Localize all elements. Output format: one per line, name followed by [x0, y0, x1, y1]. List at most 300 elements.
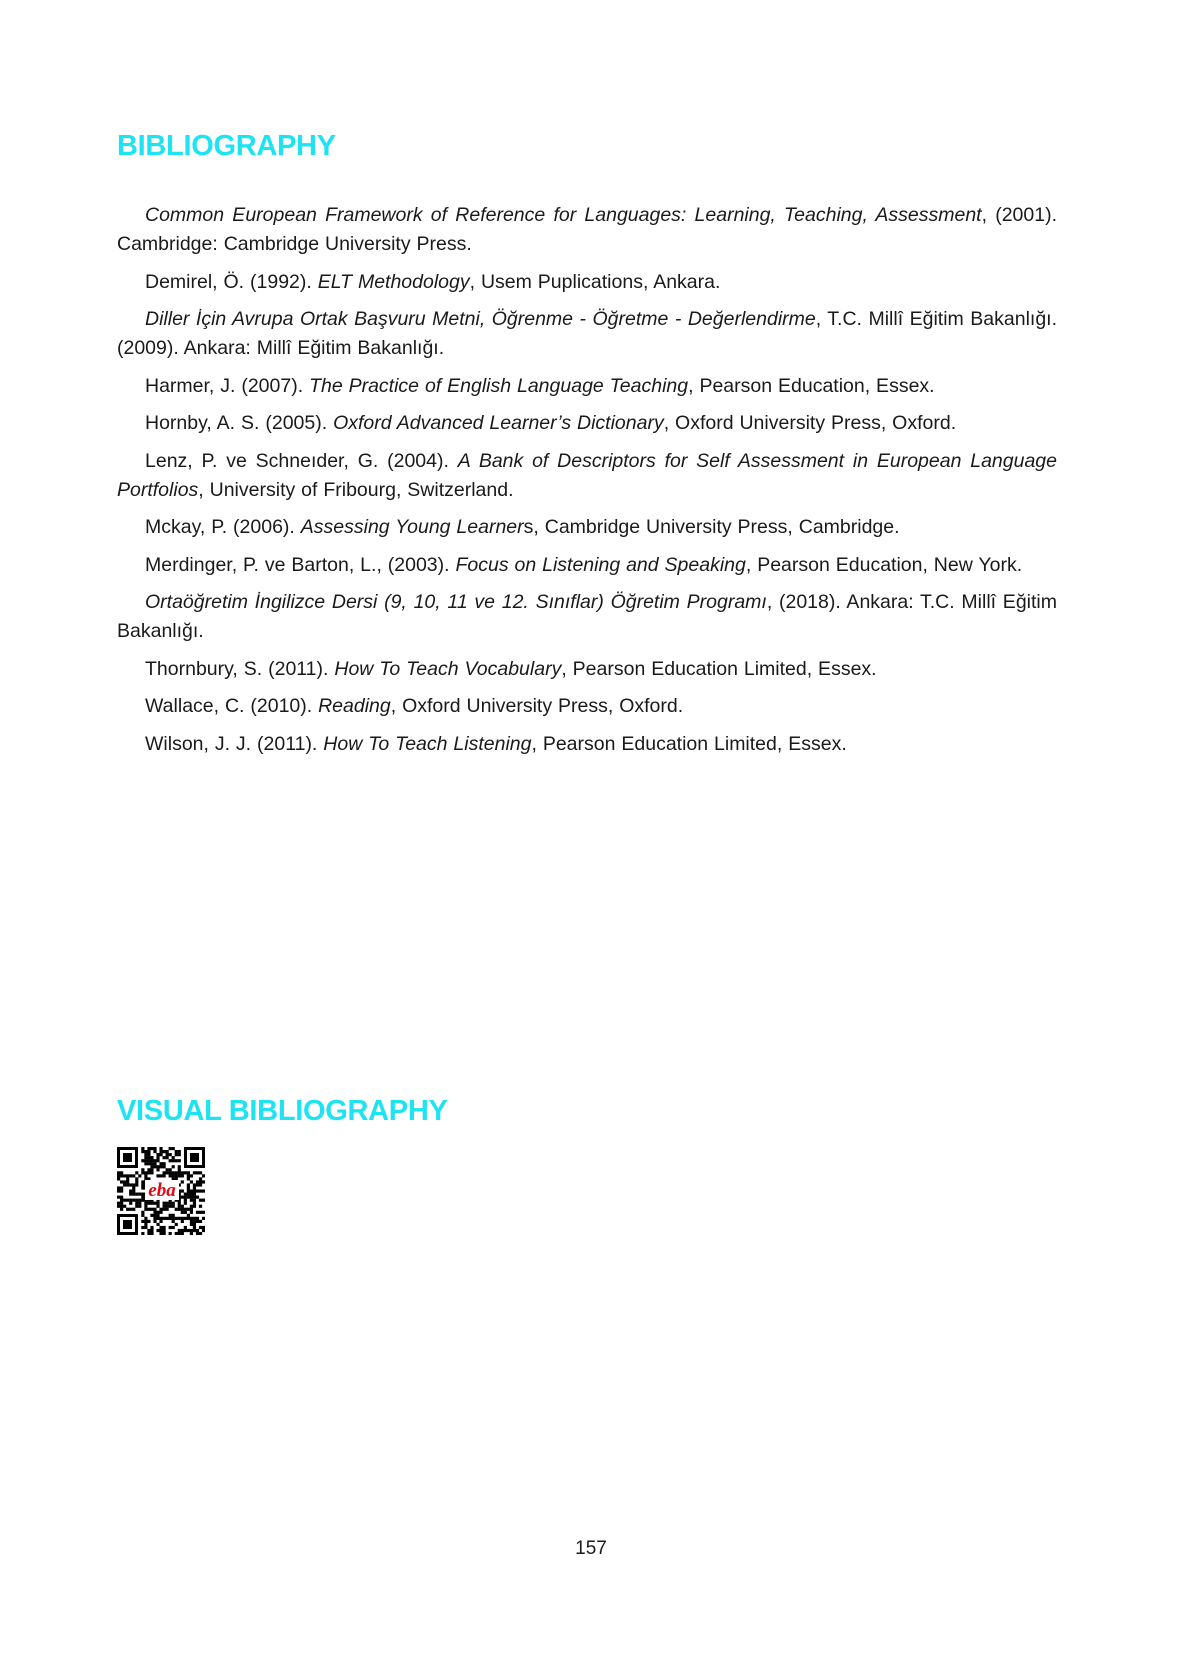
qr-module [187, 1183, 190, 1186]
qr-module [187, 1229, 190, 1232]
qr-module [129, 1174, 132, 1177]
qr-module [159, 1217, 162, 1220]
qr-module [120, 1186, 123, 1189]
qr-module [199, 1211, 202, 1214]
qr-module [153, 1202, 156, 1205]
qr-module [190, 1199, 193, 1202]
qr-module [169, 1217, 172, 1220]
qr-module [202, 1217, 205, 1220]
qr-module [156, 1153, 159, 1156]
qr-module [187, 1171, 190, 1174]
entry-publication: , (2001). Cambridge: Cambridge University Press. [117, 204, 1058, 255]
qr-module [193, 1223, 196, 1226]
qr-module [202, 1189, 205, 1192]
qr-module [117, 1189, 120, 1192]
qr-module [169, 1171, 172, 1174]
qr-module [163, 1174, 166, 1177]
qr-module [199, 1226, 202, 1229]
qr-module [187, 1174, 190, 1177]
qr-module [163, 1202, 166, 1205]
qr-module [132, 1186, 135, 1189]
qr-module [184, 1226, 187, 1229]
qr-module [150, 1162, 153, 1165]
entry-title: Diller İçin Avrupa Ortak Başvuru Metni, Öğrenme - Öğretme - Değerlendirme [145, 308, 816, 330]
qr-module [184, 1229, 187, 1232]
qr-module [196, 1183, 199, 1186]
qr-module [169, 1174, 172, 1177]
qr-module [169, 1168, 172, 1171]
qr-module [135, 1171, 138, 1174]
qr-module [196, 1189, 199, 1192]
qr-module [196, 1171, 199, 1174]
qr-module [178, 1202, 181, 1205]
bibliography-entry [117, 692, 1057, 721]
qr-module [120, 1196, 123, 1199]
qr-module [166, 1202, 169, 1205]
qr-module [193, 1226, 196, 1229]
qr-module [193, 1196, 196, 1199]
qr-module [187, 1189, 190, 1192]
qr-module [126, 1199, 129, 1202]
qr-module [178, 1153, 181, 1156]
qr-module [187, 1196, 190, 1199]
qr-module [187, 1177, 190, 1180]
qr-module [153, 1220, 156, 1223]
qr-module [193, 1229, 196, 1232]
bibliography-list [117, 201, 1057, 767]
qr-module [166, 1217, 169, 1220]
qr-module [163, 1205, 166, 1208]
eba-logo: eba [148, 1180, 176, 1201]
bibliography-entry [117, 655, 1057, 684]
qr-module [202, 1211, 205, 1214]
entry-title: ELT Methodology [317, 270, 470, 293]
entry-author: Demirel, Ö. (1992). [145, 270, 318, 293]
qr-module [147, 1171, 150, 1174]
qr-module [175, 1208, 178, 1211]
entry-title: Ortaöğretim İngilizce Dersi (9, 10, 11 ve 12. Sınıflar) Öğretim Programı [145, 591, 767, 613]
qr-module [132, 1199, 135, 1202]
qr-module [126, 1208, 129, 1211]
qr-module [190, 1208, 193, 1211]
qr-module [166, 1205, 169, 1208]
qr-module [175, 1171, 178, 1174]
entry-author: Mckay, P. (2006). [145, 516, 301, 538]
qr-module [147, 1153, 150, 1156]
entry-publication: , Oxford University Press, Oxford. [663, 412, 957, 434]
qr-module [141, 1214, 144, 1217]
qr-module [187, 1186, 190, 1189]
qr-module [181, 1205, 184, 1208]
qr-module [150, 1159, 153, 1162]
entry-title: Assessing Young Learner [300, 516, 524, 538]
qr-module [178, 1217, 181, 1220]
qr-module [181, 1217, 184, 1220]
qr-module [156, 1174, 159, 1177]
qr-module [178, 1229, 181, 1232]
qr-module [181, 1196, 184, 1199]
qr-module [129, 1183, 132, 1186]
qr-module [166, 1168, 169, 1171]
qr-module [144, 1226, 147, 1229]
qr-finder-top-right [184, 1147, 205, 1168]
qr-module [193, 1220, 196, 1223]
entry-title: A Bank of Descriptors for Self Assessment in European Language Portfolios [117, 449, 1057, 501]
qr-module [163, 1208, 166, 1211]
qr-module [193, 1193, 196, 1196]
qr-module [135, 1180, 138, 1183]
qr-module [190, 1174, 193, 1177]
qr-module [147, 1232, 150, 1235]
qr-module [150, 1147, 153, 1150]
qr-module [196, 1232, 199, 1235]
qr-module [147, 1156, 150, 1159]
qr-module [178, 1232, 181, 1235]
qr-module [172, 1217, 175, 1220]
qr-module [120, 1199, 123, 1202]
qr-module [150, 1214, 153, 1217]
qr-module [150, 1202, 153, 1205]
qr-module [120, 1202, 123, 1205]
qr-module [196, 1229, 199, 1232]
qr-module [196, 1220, 199, 1223]
page-number: 157 [575, 1538, 607, 1559]
entry-publication: , Pearson Education, Essex. [688, 374, 935, 397]
qr-module [181, 1174, 184, 1177]
qr-module [141, 1232, 144, 1235]
qr-module [117, 1205, 120, 1208]
qr-module [141, 1211, 144, 1214]
qr-module [196, 1196, 199, 1199]
qr-module [187, 1193, 190, 1196]
qr-module [159, 1147, 162, 1150]
qr-module [184, 1199, 187, 1202]
qr-module [144, 1223, 147, 1226]
qr-module [184, 1208, 187, 1211]
qr-module [172, 1147, 175, 1150]
entry-author: Lenz, P. ve Schneıder, G. (2004). [145, 449, 458, 472]
qr-module [175, 1232, 178, 1235]
bibliography-entry [117, 447, 1057, 505]
entry-publication: , (2018). Ankara: T.C. Millî Eğitim Bakanlığı. [117, 591, 1057, 642]
qr-module [129, 1189, 132, 1192]
qr-module [153, 1211, 156, 1214]
qr-module [159, 1208, 162, 1211]
qr-module [144, 1208, 147, 1211]
qr-module [156, 1214, 159, 1217]
qr-module [159, 1150, 162, 1153]
entry-publication: s, Cambridge University Press, Cambridge. [523, 516, 900, 538]
qr-module [163, 1156, 166, 1159]
qr-module [144, 1156, 147, 1159]
entry-publication: , Usem Puplications, Ankara. [469, 270, 721, 293]
qr-module [120, 1171, 123, 1174]
qr-module [190, 1217, 193, 1220]
qr-module [193, 1186, 196, 1189]
qr-module [156, 1229, 159, 1232]
qr-module [199, 1183, 202, 1186]
qr-module [169, 1232, 172, 1235]
qr-module [153, 1147, 156, 1150]
qr-module [193, 1205, 196, 1208]
qr-module [166, 1208, 169, 1211]
qr-module [190, 1232, 193, 1235]
qr-module [193, 1217, 196, 1220]
qr-module [120, 1205, 123, 1208]
qr-module [178, 1205, 181, 1208]
qr-module [147, 1202, 150, 1205]
bibliography-entry [117, 588, 1057, 646]
qr-module [147, 1220, 150, 1223]
qr-module [181, 1180, 184, 1183]
qr-module [141, 1168, 144, 1171]
qr-module [202, 1174, 205, 1177]
qr-module [169, 1226, 172, 1229]
qr-module [175, 1217, 178, 1220]
qr-module [135, 1193, 138, 1196]
qr-module [169, 1214, 172, 1217]
qr-module [156, 1168, 159, 1171]
qr-module [166, 1150, 169, 1153]
qr-module [169, 1159, 172, 1162]
qr-module [141, 1183, 144, 1186]
qr-module [166, 1153, 169, 1156]
qr-module [172, 1202, 175, 1205]
qr-module [144, 1171, 147, 1174]
qr-module [190, 1193, 193, 1196]
qr-module [120, 1189, 123, 1192]
qr-module [163, 1165, 166, 1168]
qr-module [159, 1162, 162, 1165]
qr-module [153, 1159, 156, 1162]
qr-module [184, 1193, 187, 1196]
entry-publication: , Pearson Education, New York. [745, 553, 1023, 576]
qr-module [163, 1171, 166, 1174]
qr-module [141, 1150, 144, 1153]
bibliography-entry [117, 730, 1057, 759]
qr-module [190, 1223, 193, 1226]
qr-module [141, 1159, 144, 1162]
qr-module [193, 1189, 196, 1192]
qr-module [147, 1208, 150, 1211]
qr-module [190, 1229, 193, 1232]
qr-module [199, 1189, 202, 1192]
qr-module [120, 1180, 123, 1183]
qr-module [144, 1162, 147, 1165]
qr-module [141, 1147, 144, 1150]
qr-module [126, 1180, 129, 1183]
qr-module [141, 1180, 144, 1183]
qr-module [175, 1153, 178, 1156]
qr-module [144, 1159, 147, 1162]
qr-module [150, 1171, 153, 1174]
qr-module [181, 1220, 184, 1223]
qr-module [135, 1199, 138, 1202]
qr-module [147, 1159, 150, 1162]
qr-module [153, 1217, 156, 1220]
qr-module [117, 1177, 120, 1180]
qr-module [184, 1217, 187, 1220]
entry-author: Merdinger, P. ve Barton, L., (2003). [145, 553, 456, 576]
qr-module [190, 1180, 193, 1183]
qr-module [141, 1186, 144, 1189]
qr-module [187, 1217, 190, 1220]
qr-module [156, 1205, 159, 1208]
qr-module [156, 1202, 159, 1205]
qr-module [202, 1229, 205, 1232]
qr-module [159, 1232, 162, 1235]
qr-module [129, 1202, 132, 1205]
qr-module [138, 1205, 141, 1208]
qr-module [144, 1153, 147, 1156]
entry-title: The Practice of English Language Teaching [309, 374, 689, 397]
qr-module [178, 1174, 181, 1177]
qr-module [181, 1189, 184, 1192]
qr-module [147, 1150, 150, 1153]
qr-module [120, 1208, 123, 1211]
qr-module [184, 1196, 187, 1199]
qr-module [172, 1165, 175, 1168]
qr-module [141, 1193, 144, 1196]
bibliography-entry [117, 268, 1057, 297]
qr-module [117, 1186, 120, 1189]
entry-author: Wilson, J. J. (2011). [145, 732, 324, 755]
qr-module [178, 1150, 181, 1153]
entry-author: Hornby, A. S. (2005). [145, 412, 334, 434]
qr-module [178, 1159, 181, 1162]
qr-module [150, 1232, 153, 1235]
qr-module [150, 1229, 153, 1232]
qr-module [156, 1217, 159, 1220]
qr-module [147, 1162, 150, 1165]
qr-module [123, 1180, 126, 1183]
qr-module [196, 1211, 199, 1214]
qr-module [190, 1211, 193, 1214]
qr-module [178, 1165, 181, 1168]
eba-qr-code[interactable] [117, 1147, 205, 1235]
qr-module [144, 1217, 147, 1220]
qr-module [178, 1208, 181, 1211]
qr-module [169, 1205, 172, 1208]
qr-module [202, 1199, 205, 1202]
qr-module [175, 1223, 178, 1226]
qr-module [141, 1226, 144, 1229]
qr-module [193, 1183, 196, 1186]
qr-module [190, 1220, 193, 1223]
qr-module [153, 1150, 156, 1153]
qr-module [181, 1232, 184, 1235]
entry-title: Focus on Listening and Speaking [455, 553, 746, 576]
qr-module [187, 1208, 190, 1211]
qr-module [172, 1205, 175, 1208]
qr-module [169, 1202, 172, 1205]
qr-module [184, 1202, 187, 1205]
qr-module [150, 1226, 153, 1229]
qr-module [163, 1232, 166, 1235]
qr-finder-top-left [117, 1147, 138, 1168]
qr-module [129, 1208, 132, 1211]
qr-module [153, 1214, 156, 1217]
qr-module [163, 1150, 166, 1153]
qr-module [175, 1159, 178, 1162]
qr-module [181, 1211, 184, 1214]
qr-finder-bottom-left [117, 1214, 138, 1235]
qr-module [172, 1156, 175, 1159]
qr-module [172, 1159, 175, 1162]
bibliography-heading: BIBLIOGRAPHY [117, 130, 336, 162]
entry-author: Wallace, C. (2010). [145, 695, 319, 717]
qr-module [156, 1159, 159, 1162]
entry-title: Common European Framework of Reference for Languages: Learning, Teaching, Assessment [145, 204, 982, 226]
entry-publication: , University of Fribourg, Switzerland. [198, 478, 514, 501]
qr-module [135, 1202, 138, 1205]
qr-module [144, 1220, 147, 1223]
qr-module [132, 1174, 135, 1177]
qr-module [159, 1174, 162, 1177]
entry-title: Reading [318, 695, 391, 717]
qr-module [163, 1217, 166, 1220]
qr-module [196, 1217, 199, 1220]
qr-module [190, 1189, 193, 1192]
qr-module [181, 1229, 184, 1232]
qr-module [172, 1174, 175, 1177]
qr-module [178, 1168, 181, 1171]
qr-module [172, 1214, 175, 1217]
qr-module [190, 1205, 193, 1208]
qr-module [150, 1208, 153, 1211]
qr-module [172, 1226, 175, 1229]
qr-module [199, 1180, 202, 1183]
qr-module [138, 1199, 141, 1202]
entry-author: Thornbury, S. (2011). [145, 657, 335, 680]
entry-publication: , Pearson Education Limited, Essex. [531, 732, 847, 755]
qr-module [172, 1220, 175, 1223]
qr-module [166, 1156, 169, 1159]
qr-module [132, 1193, 135, 1196]
bibliography-entry [117, 409, 1057, 438]
qr-module [141, 1196, 144, 1199]
qr-module [187, 1214, 190, 1217]
qr-module [126, 1177, 129, 1180]
bibliography-entry [117, 513, 1057, 542]
qr-module [153, 1208, 156, 1211]
qr-module [159, 1153, 162, 1156]
qr-module [163, 1229, 166, 1232]
qr-module [196, 1180, 199, 1183]
qr-module [141, 1171, 144, 1174]
bibliography-entry [117, 551, 1057, 580]
qr-module [184, 1211, 187, 1214]
qr-module [150, 1165, 153, 1168]
qr-module [175, 1150, 178, 1153]
qr-module [199, 1199, 202, 1202]
qr-module [126, 1174, 129, 1177]
qr-module [193, 1199, 196, 1202]
qr-module [120, 1174, 123, 1177]
entry-publication: , Pearson Education Limited, Essex. [561, 657, 877, 680]
qr-module [138, 1193, 141, 1196]
qr-module [123, 1199, 126, 1202]
bibliography-entry [117, 372, 1057, 401]
qr-module [153, 1165, 156, 1168]
qr-module [156, 1165, 159, 1168]
qr-module [141, 1220, 144, 1223]
entry-publication: , Oxford University Press, Oxford. [390, 695, 684, 717]
qr-module [150, 1156, 153, 1159]
qr-module [150, 1168, 153, 1171]
qr-module [159, 1211, 162, 1214]
qr-module [199, 1220, 202, 1223]
